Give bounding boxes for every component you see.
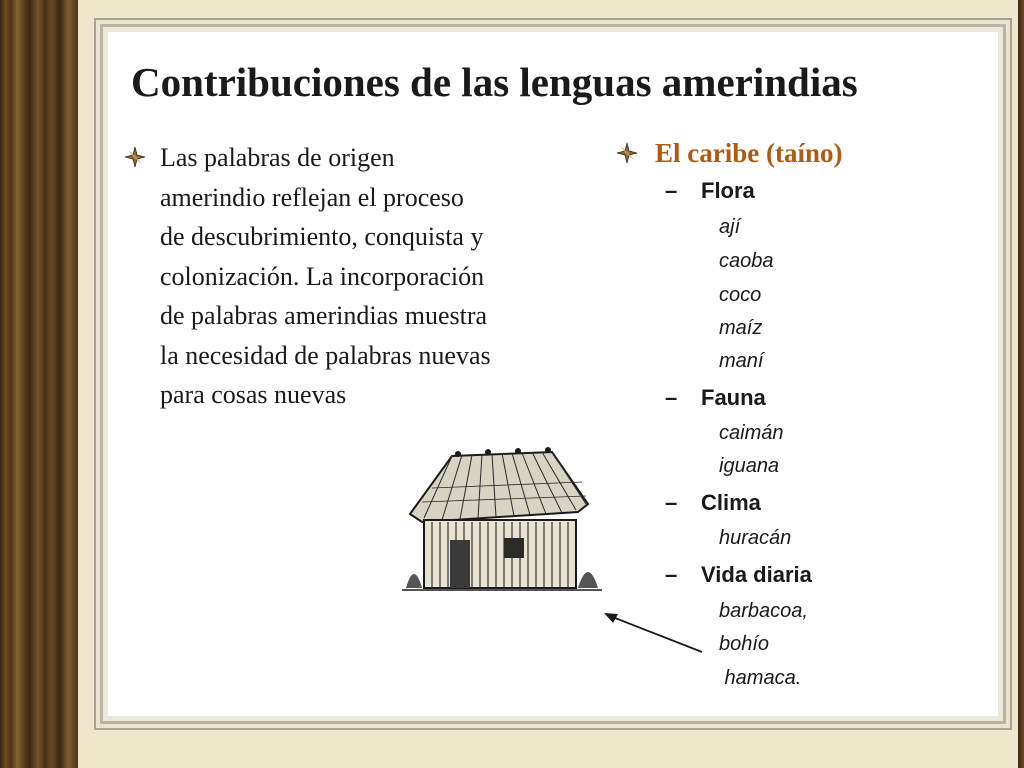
left-bullet-line: de palabras amerindias muestra <box>160 301 488 330</box>
word-item: hamaca. <box>719 667 802 689</box>
compass-star-icon <box>124 146 146 168</box>
dash: – <box>665 562 678 587</box>
left-bullet-line: Las palabras de origen <box>160 143 395 172</box>
category-vida-diaria <box>665 562 812 588</box>
bohio-hut-illustration <box>402 442 602 602</box>
category-label: Clima <box>701 490 761 515</box>
category-label: Fauna <box>701 385 766 410</box>
left-bullet-line: colonización. La incorporación <box>160 261 485 291</box>
word-item: barbacoa, <box>719 600 808 622</box>
right-bullet-heading: El caribe (taíno) <box>655 138 843 168</box>
dash: – <box>665 490 678 515</box>
category-fauna <box>665 385 766 411</box>
left-bullet-line: para cosas nuevas <box>160 380 347 409</box>
wood-border-right <box>1018 0 1024 768</box>
word-item: huracán <box>719 527 792 549</box>
dash: – <box>665 385 678 410</box>
word-item: bohío <box>719 633 770 655</box>
left-bullet-line: amerindio reflejan el proceso <box>160 182 464 212</box>
slide-title: Contribuciones de las lenguas amerindias <box>131 59 858 105</box>
category-clima <box>665 490 761 516</box>
wood-border-left <box>0 0 78 768</box>
word-item: coco <box>719 284 762 306</box>
word-item: maní <box>719 350 764 372</box>
left-bullet-text <box>160 138 620 415</box>
word-item: ají <box>719 216 741 238</box>
category-flora <box>665 178 755 204</box>
compass-star-icon <box>616 142 638 164</box>
word-item: maíz <box>719 317 763 339</box>
word-item: caoba <box>719 250 774 272</box>
arrow-icon <box>600 608 710 658</box>
category-label: Flora <box>701 178 755 203</box>
category-label: Vida diaria <box>701 562 812 587</box>
word-item: iguana <box>719 455 780 477</box>
left-bullet-line: la necesidad de palabras nuevas <box>160 340 491 370</box>
dash: – <box>665 178 678 203</box>
left-bullet-line: de descubrimiento, conquista y <box>160 222 484 251</box>
word-item: caimán <box>719 422 784 444</box>
